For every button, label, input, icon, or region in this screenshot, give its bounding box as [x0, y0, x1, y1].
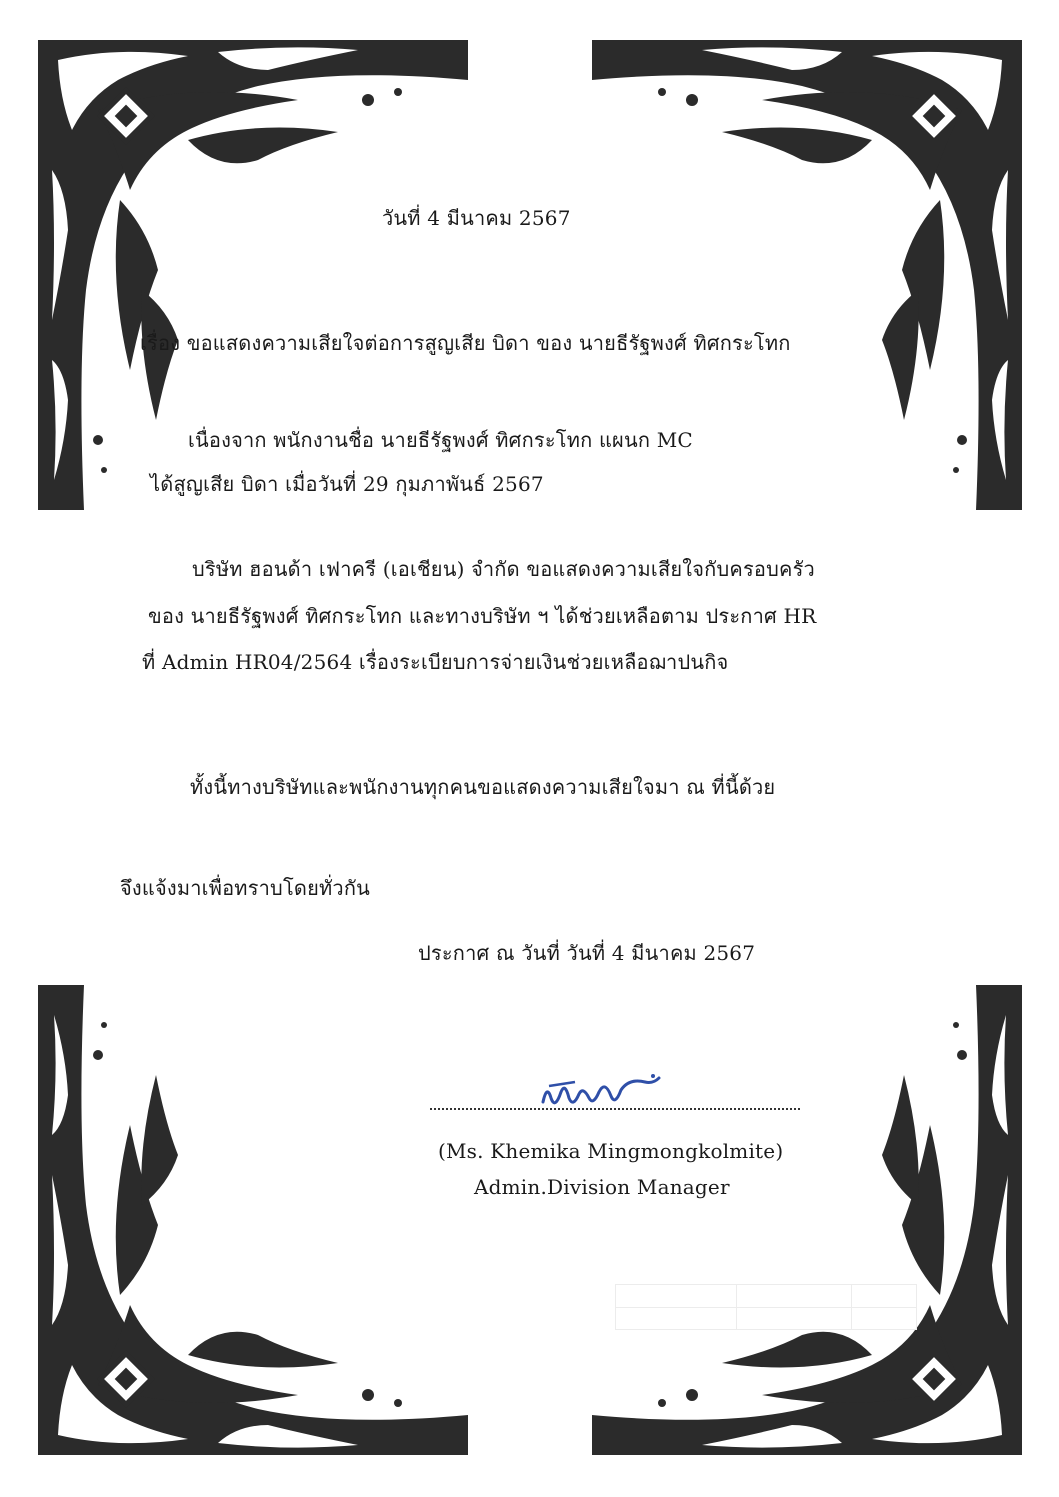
para1-line1: เนื่องจาก พนักงานชื่อ นายธีรัฐพงศ์ ทิศกระโทก แผนก MC	[188, 428, 693, 452]
para3-line: ทั้งนี้ทางบริษัทและพนักงานทุกคนขอแสดงความเสียใจมา ณ ที่นี้ด้วย	[190, 775, 776, 799]
signatory-title: Admin.Division Manager	[474, 1175, 730, 1199]
para2-line3: ที่ Admin HR04/2564 เรื่องระเบียบการจ่ายเงินช่วยเหลือฌาปนกิจ	[142, 650, 729, 674]
signatory-name: (Ms. Khemika Mingmongkolmite)	[438, 1139, 784, 1163]
closing-line: จึงแจ้งมาเพื่อทราบโดยทั่วกัน	[120, 876, 371, 900]
para1-line2: ได้สูญเสีย บิดา เมื่อวันที่ 29 กุมภาพันธ์ 2567	[150, 472, 544, 496]
signature-icon	[535, 1068, 665, 1118]
para2-line1: บริษัท ฮอนด้า เฟาครี (เอเชียน) จำกัด ขอแสดงความเสียใจกับครอบครัว	[192, 557, 815, 581]
faint-stamp-table	[615, 1284, 917, 1330]
ornament-bottom-left-icon	[38, 975, 478, 1455]
announce-date-line: ประกาศ ณ วันที่ วันที่ 4 มีนาคม 2567	[418, 941, 756, 965]
ornament-bottom-right-icon	[582, 975, 1022, 1455]
date-line: วันที่ 4 มีนาคม 2567	[382, 206, 571, 230]
para2-line2: ของ นายธีรัฐพงศ์ ทิศกระโทก และทางบริษัท ฯ ได้ช่วยเหลือตาม ประกาศ HR	[148, 604, 817, 628]
signature-line	[430, 1108, 800, 1110]
subject-line: เรื่อง ขอแสดงความเสียใจต่อการสูญเสีย บิดา ของ นายธีรัฐพงศ์ ทิศกระโทก	[140, 331, 791, 355]
